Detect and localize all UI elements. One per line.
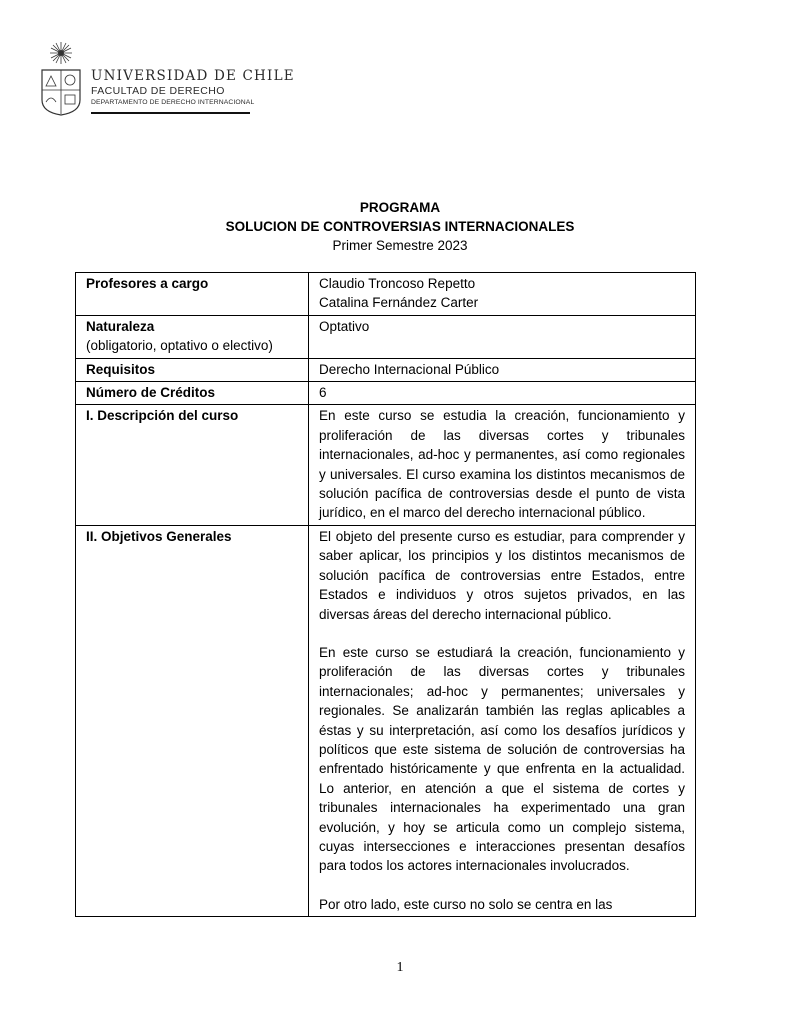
table-row (76, 382, 696, 405)
professor-name: Claudio Troncoso Repetto (319, 276, 476, 291)
document-title-block (0, 198, 800, 255)
page-number: 1 (396, 960, 404, 975)
description-value: En este curso se estudia la creación, funcionamiento y proliferación de las diversas cortes y tribunales internacionales, ad-hoc y permanentes, así como regionales y universales. El curso examina los distintos mecanismos de solución pacífica de controversias desde el punto de vista jurídico, en el marco del derecho internacional público. (309, 405, 696, 525)
requirements-label: Requisitos (76, 358, 309, 381)
document-type: PROGRAMA (359, 200, 441, 215)
table-row (76, 525, 696, 916)
credits-label: Número de Créditos (76, 382, 309, 405)
university-name: UNIVERSIDAD DE CHILE (91, 68, 295, 84)
header-divider (91, 112, 250, 114)
nature-sublabel: (obligatorio, optativo o electivo) (86, 338, 273, 354)
program-table (75, 272, 696, 917)
semester: Primer Semestre 2023 (332, 238, 468, 253)
letterhead (38, 40, 295, 116)
credits-value: 6 (309, 382, 696, 405)
table-row (76, 405, 696, 525)
table-row (76, 315, 696, 358)
professors-value (309, 273, 696, 316)
professor-name: Catalina Fernández Carter (319, 295, 479, 311)
requirements-value: Derecho Internacional Público (309, 358, 696, 381)
faculty-name: FACULTAD DE DERECHO (91, 85, 225, 97)
objectives-paragraph: El objeto del presente curso es estudiar, para comprender y saber aplicar, los principios y los distintos mecanismos de solución pacífica de controversias entre Estados, entre Estados e individuos y otros sujetos privados, en las diversas áreas del derecho internacional público. (319, 528, 685, 622)
objectives-label: II. Objetivos Generales (76, 525, 309, 916)
nature-label: Naturaleza (86, 318, 155, 334)
objectives-paragraph: En este curso se estudiará la creación, funcionamiento y proliferación de las diversas cortes y tribunales internacionales; ad-hoc y permanentes; universales y regionales. Se analizarán también las reglas aplicables a éstas y su interpretación, así como los desafíos jurídicos y políticos que este sistema de solución de controversias ha enfrentado históricamente y que enfrenta en la actualidad. Lo anterior, en atención a que el sistema de cortes y tribunales internacionales ha experimentado una gran evolución, y hoy se articula como un complejo sistema, cuyas intersecciones e interacciones presentan desafíos para todos los actores internacionales involucrados. (319, 644, 685, 874)
table-row (76, 358, 696, 381)
objectives-value (309, 525, 696, 916)
university-crest-icon (38, 40, 84, 116)
course-title: SOLUCION DE CONTROVERSIAS INTERNACIONALES (225, 219, 575, 234)
table-row (76, 273, 696, 316)
description-label: I. Descripción del curso (76, 405, 309, 525)
objectives-paragraph: Por otro lado, este curso no solo se centra en las (319, 896, 613, 912)
professors-label: Profesores a cargo (76, 273, 309, 316)
nature-label-cell (76, 315, 309, 358)
department-name: DEPARTAMENTO DE DERECHO INTERNACIONAL (91, 99, 255, 106)
nature-value: Optativo (309, 315, 696, 358)
